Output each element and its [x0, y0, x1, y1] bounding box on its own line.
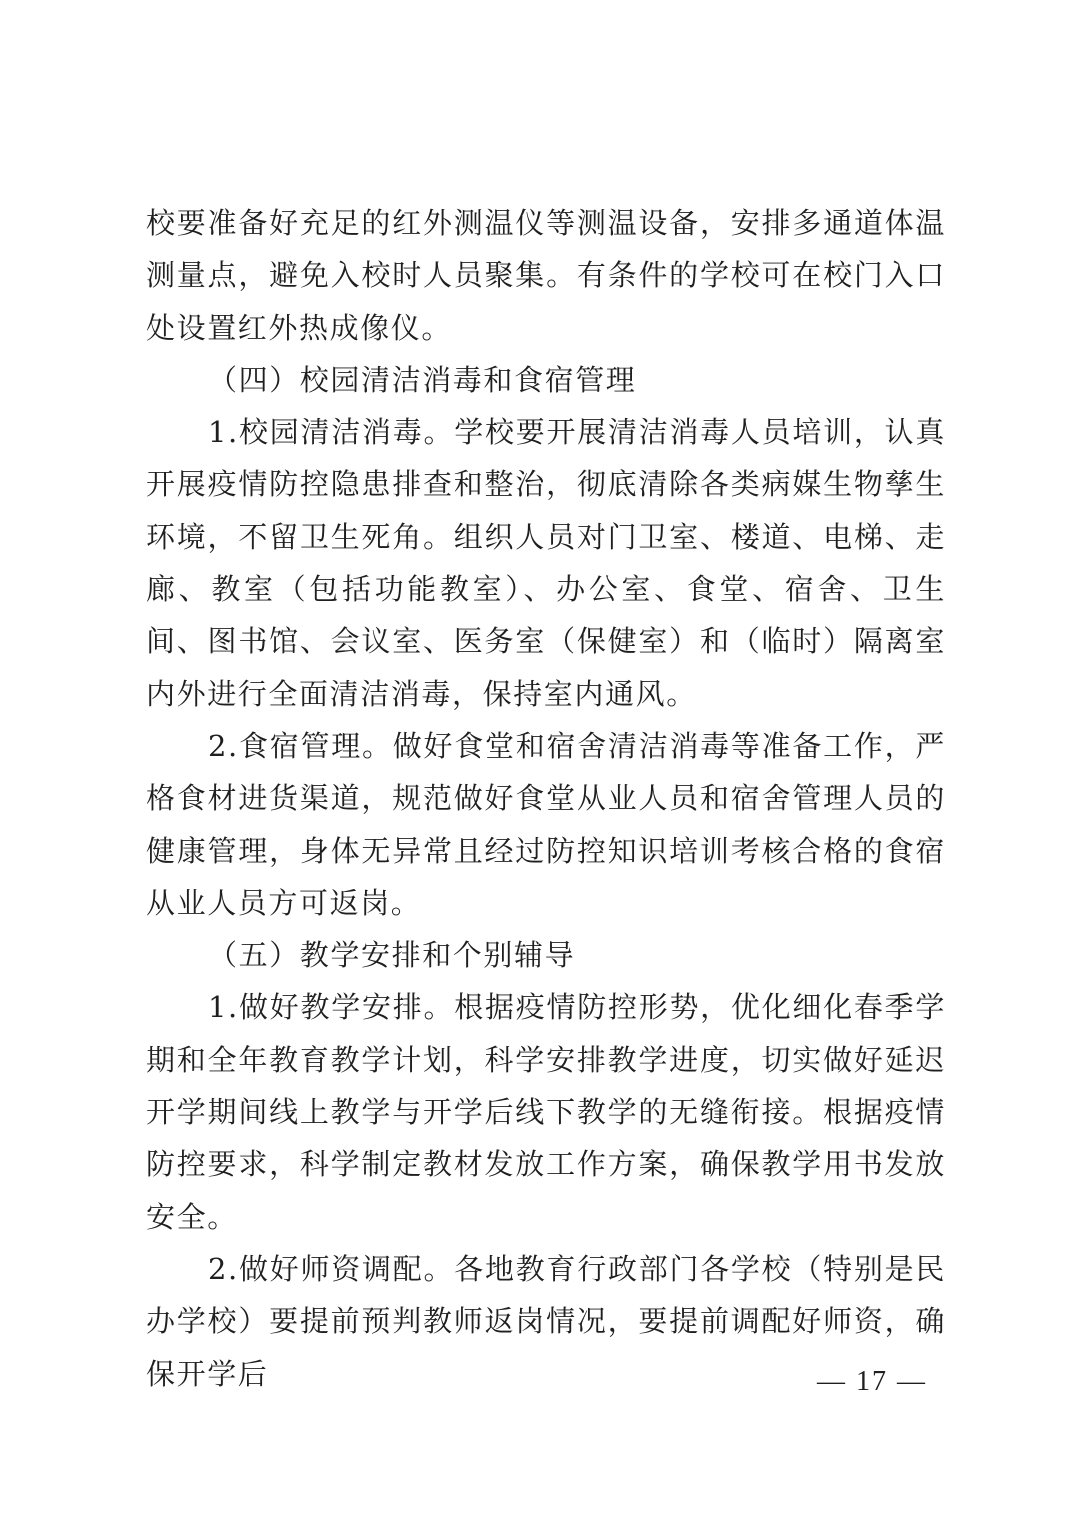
page-number: — 17 —	[817, 1366, 927, 1397]
paragraph-teacher-allocation: 2.做好师资调配。各地教育行政部门各学校（特别是民办学校）要提前预判教师返岗情况，要提前调配好师资，确保开学后	[146, 1251, 946, 1391]
paragraph-teaching-arrangement: 1.做好教学安排。根据疫情防控形势，优化细化春季学期和全年教育教学计划，科学安排教学进度，切实做好延迟开学期间线上教学与开学后线下教学的无缝衔接。根据疫情防控要求，科学制定教材发放工作方案，确保教学用书发放安全。	[146, 990, 946, 1234]
section-heading-4: （四）校园清洁消毒和食宿管理	[208, 362, 637, 397]
document-body	[146, 197, 946, 1400]
section-heading-5: （五）教学安排和个别辅导	[208, 938, 576, 973]
paragraph-campus-cleaning: 1.校园清洁消毒。学校要开展清洁消毒人员培训，认真开展疫情防控隐患排查和整治，彻底清除各类病媒生物孳生环境，不留卫生死角。组织人员对门卫室、楼道、电梯、走廊、教室（包括功能教室）、办公室、食堂、宿舍、卫生间、图书馆、会议室、医务室（保健室）和（临时）隔离室内外进行全面清洁消毒，保持室内通风。	[146, 415, 946, 711]
paragraph-continuation: 校要准备好充足的红外测温仪等测温设备，安排多通道体温测量点，避免入校时人员聚集。有条件的学校可在校门入口处设置红外热成像仪。	[146, 206, 946, 345]
paragraph-dining-lodging: 2.食宿管理。做好食堂和宿舍清洁消毒等准备工作，严格食材进货渠道，规范做好食堂从业人员和宿舍管理人员的健康管理，身体无异常且经过防控知识培训考核合格的食宿从业人员方可返岗。	[146, 728, 946, 920]
